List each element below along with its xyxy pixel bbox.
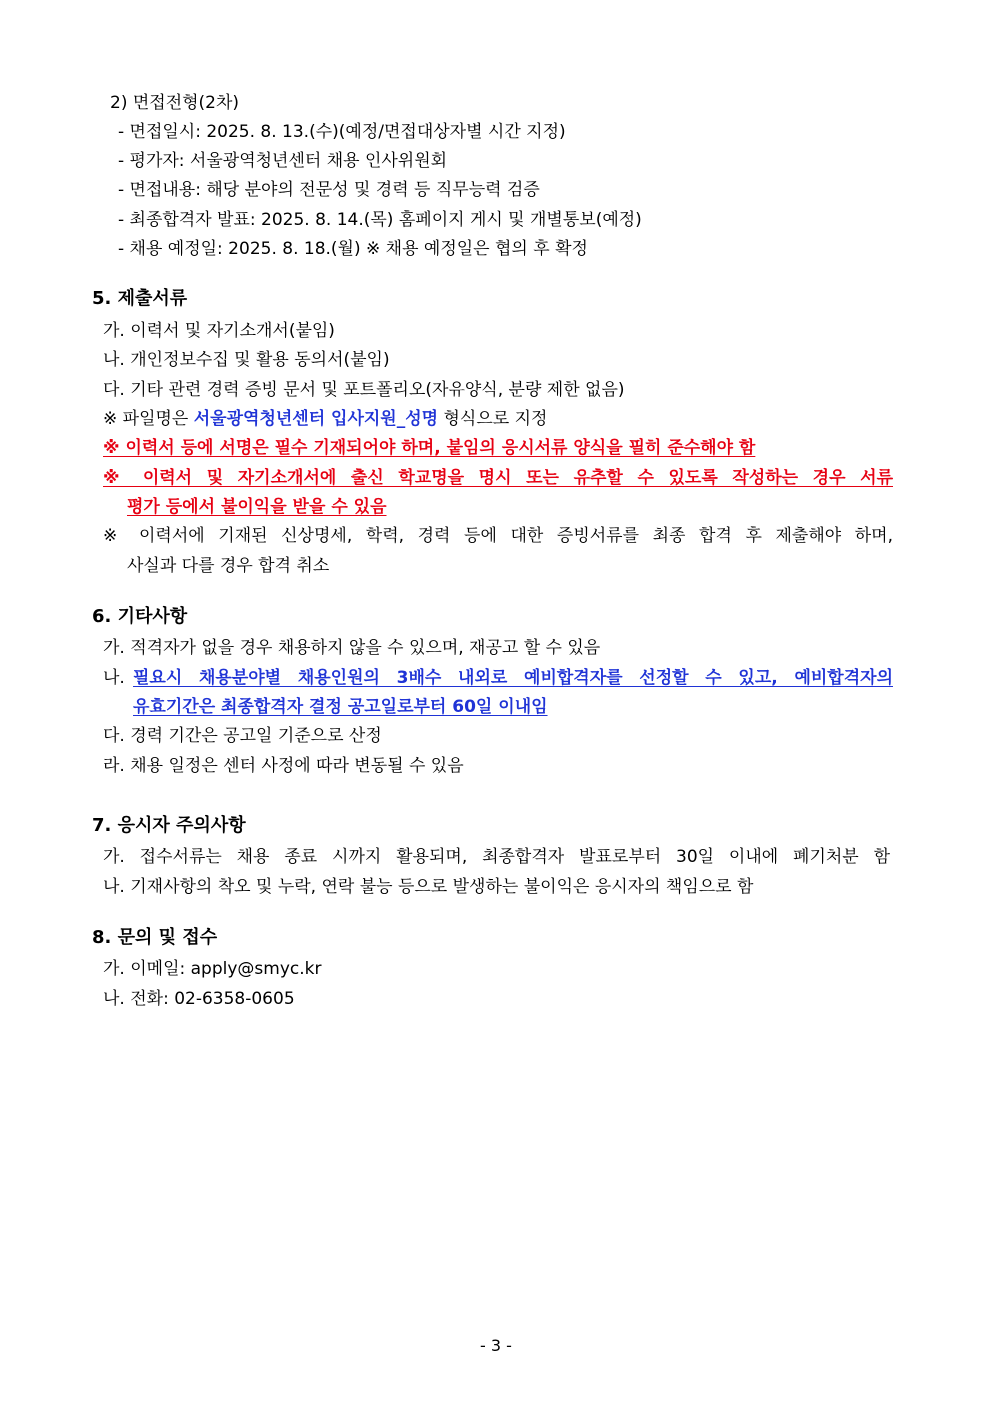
section7-item-disposal: 가. 접수서류는 채용 종료 시까지 활용되며, 최종합격자 발표로부터 30일 이내에 폐기처분 함 (103, 847, 890, 867)
signature-required-warning: ※ 이력서 등에 서명은 필수 기재되어야 하며, 붙임의 응시서류 양식을 필히 준수해야 함 (103, 438, 756, 458)
section5-item-resume: 가. 이력서 및 자기소개서(붙임) (103, 321, 335, 341)
section6-item-reserve-prefix: 나. (103, 668, 125, 688)
section6-item-schedule-change: 라. 채용 일정은 센터 사정에 따라 변동될 수 있음 (103, 756, 464, 776)
interview-item-announcement: - 최종합격자 발표: 2025. 8. 14.(목) 홈페이지 게시 및 개별통보(예정) (118, 210, 642, 230)
section8-heading: 8. 문의 및 접수 (92, 927, 218, 948)
section6-heading: 6. 기타사항 (92, 606, 188, 627)
school-name-warning-line2: 평가 등에서 불이익을 받을 수 있음 (127, 497, 387, 517)
verification-note-line2: 사실과 다를 경우 합격 취소 (127, 556, 330, 576)
filename-note-suffix: 형식으로 지정 (438, 409, 548, 429)
interview-item-evaluator: - 평가자: 서울광역청년센터 채용 인사위원회 (118, 151, 448, 171)
section7-item-responsibility: 나. 기재사항의 착오 및 누락, 연락 불능 등으로 발생하는 불이익은 응시자의 책임으로 함 (103, 877, 754, 897)
reserve-candidates-line1: 필요시 채용분야별 채용인원의 3배수 내외로 예비합격자를 선정할 수 있고, 예비합격자의 (133, 668, 893, 688)
section7-heading: 7. 응시자 주의사항 (92, 815, 246, 836)
section5-filename-note (103, 408, 547, 430)
filename-format: 서울광역청년센터 입사지원_성명 (193, 409, 439, 429)
section6-item-career-period: 다. 경력 기간은 공고일 기준으로 산정 (103, 726, 382, 746)
contact-email: 가. 이메일: apply@smyc.kr (103, 959, 322, 979)
page-number: - 3 - (480, 1336, 512, 1355)
reserve-candidates-line2: 유효기간은 최종합격자 결정 공고일로부터 60일 이내임 (133, 697, 548, 717)
verification-note-line1: ※ 이력서에 기재된 신상명세, 학력, 경력 등에 대한 증빙서류를 최종 합격 후 제출해야 하며, (103, 526, 893, 546)
interview-item-start-date: - 채용 예정일: 2025. 8. 18.(월) ※ 채용 예정일은 협의 후 확정 (118, 239, 588, 259)
school-name-warning-line1: ※ 이력서 및 자기소개서에 출신 학교명을 명시 또는 유추할 수 있도록 작성하는 경우 서류 (103, 468, 893, 488)
interview-title: 2) 면접전형(2차) (110, 93, 240, 113)
contact-phone: 나. 전화: 02-6358-0605 (103, 989, 295, 1009)
section5-item-consent: 나. 개인정보수집 및 활용 동의서(붙임) (103, 350, 390, 370)
interview-item-content: - 면접내용: 해당 분야의 전문성 및 경력 등 직무능력 검증 (118, 180, 540, 200)
section5-heading: 5. 제출서류 (92, 288, 188, 309)
section5-item-portfolio: 다. 기타 관련 경력 증빙 문서 및 포트폴리오(자유양식, 분량 제한 없음) (103, 380, 625, 400)
section6-item-no-hire: 가. 적격자가 없을 경우 채용하지 않을 수 있으며, 재공고 할 수 있음 (103, 638, 601, 658)
filename-note-prefix: ※ 파일명은 (103, 409, 194, 429)
interview-item-date: - 면접일시: 2025. 8. 13.(수)(예정/면접대상자별 시간 지정) (118, 122, 566, 142)
